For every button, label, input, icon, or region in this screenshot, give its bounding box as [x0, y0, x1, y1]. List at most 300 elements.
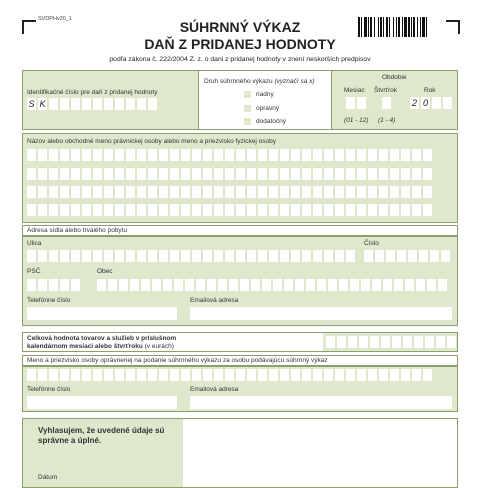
char-cell[interactable]	[27, 369, 36, 381]
authorized-name-cells[interactable]	[27, 369, 432, 381]
char-cell[interactable]	[104, 168, 113, 180]
char-cell[interactable]	[159, 204, 168, 216]
name-row-4[interactable]	[27, 204, 432, 216]
char-cell[interactable]	[148, 168, 157, 180]
char-cell[interactable]	[302, 204, 311, 216]
char-cell[interactable]	[181, 168, 190, 180]
char-cell[interactable]	[104, 250, 113, 262]
char-cell[interactable]	[401, 168, 410, 180]
char-cell[interactable]	[38, 149, 47, 161]
year-cell-2[interactable]: 0	[422, 98, 428, 108]
char-cell[interactable]	[335, 204, 344, 216]
char-cell[interactable]	[291, 369, 300, 381]
char-cell[interactable]	[207, 279, 216, 291]
char-cell[interactable]	[49, 149, 58, 161]
authorized-email-input[interactable]	[190, 396, 452, 409]
char-cell[interactable]	[335, 168, 344, 180]
char-cell[interactable]	[401, 149, 410, 161]
char-cell[interactable]	[38, 204, 47, 216]
ident-cell[interactable]	[126, 98, 135, 110]
char-cell[interactable]	[196, 279, 205, 291]
char-cell[interactable]	[148, 250, 157, 262]
email-input[interactable]	[190, 307, 452, 320]
char-cell[interactable]	[126, 186, 135, 198]
char-cell[interactable]	[423, 204, 432, 216]
char-cell[interactable]	[82, 149, 91, 161]
char-cell[interactable]	[313, 149, 322, 161]
char-cell[interactable]	[346, 204, 355, 216]
char-cell[interactable]	[159, 369, 168, 381]
char-cell[interactable]	[280, 250, 289, 262]
char-cell[interactable]	[236, 204, 245, 216]
char-cell[interactable]	[269, 186, 278, 198]
char-cell[interactable]	[346, 369, 355, 381]
phone-input[interactable]	[27, 307, 177, 320]
char-cell[interactable]	[225, 168, 234, 180]
char-cell[interactable]	[280, 186, 289, 198]
char-cell[interactable]	[130, 279, 139, 291]
char-cell[interactable]	[236, 369, 245, 381]
char-cell[interactable]	[137, 204, 146, 216]
char-cell[interactable]	[357, 149, 366, 161]
char-cell[interactable]	[60, 279, 69, 291]
char-cell[interactable]	[137, 250, 146, 262]
char-cell[interactable]	[324, 204, 333, 216]
report-type-checkbox-riadny[interactable]	[244, 91, 251, 98]
ident-cell[interactable]	[71, 98, 80, 110]
char-cell[interactable]	[368, 186, 377, 198]
char-cell[interactable]	[346, 168, 355, 180]
char-cell[interactable]	[346, 186, 355, 198]
char-cell[interactable]	[291, 250, 300, 262]
char-cell[interactable]	[236, 250, 245, 262]
char-cell[interactable]	[71, 279, 80, 291]
ident-cell-prefix-1[interactable]: S	[28, 99, 35, 109]
char-cell[interactable]	[412, 369, 421, 381]
char-cell[interactable]	[414, 336, 423, 348]
char-cell[interactable]	[71, 204, 80, 216]
year-cell-1[interactable]: 2	[411, 98, 417, 108]
char-cell[interactable]	[71, 250, 80, 262]
char-cell[interactable]	[192, 168, 201, 180]
name-row-1[interactable]	[27, 149, 432, 161]
char-cell[interactable]	[82, 186, 91, 198]
char-cell[interactable]	[423, 168, 432, 180]
char-cell[interactable]	[126, 149, 135, 161]
char-cell[interactable]	[71, 168, 80, 180]
quarter-cell[interactable]	[382, 97, 391, 109]
char-cell[interactable]	[203, 168, 212, 180]
char-cell[interactable]	[159, 250, 168, 262]
char-cell[interactable]	[148, 186, 157, 198]
authorized-phone-input[interactable]	[27, 396, 177, 409]
char-cell[interactable]	[38, 279, 47, 291]
char-cell[interactable]	[126, 204, 135, 216]
char-cell[interactable]	[383, 279, 392, 291]
char-cell[interactable]	[326, 336, 335, 348]
char-cell[interactable]	[423, 186, 432, 198]
char-cell[interactable]	[115, 250, 124, 262]
char-cell[interactable]	[313, 369, 322, 381]
char-cell[interactable]	[152, 279, 161, 291]
char-cell[interactable]	[258, 250, 267, 262]
char-cell[interactable]	[361, 279, 370, 291]
char-cell[interactable]	[247, 369, 256, 381]
char-cell[interactable]	[335, 250, 344, 262]
char-cell[interactable]	[273, 279, 282, 291]
char-cell[interactable]	[49, 168, 58, 180]
char-cell[interactable]	[115, 149, 124, 161]
char-cell[interactable]	[324, 186, 333, 198]
char-cell[interactable]	[214, 250, 223, 262]
month-cell[interactable]	[346, 97, 355, 109]
char-cell[interactable]	[317, 279, 326, 291]
char-cell[interactable]	[27, 149, 36, 161]
char-cell[interactable]	[359, 336, 368, 348]
char-cell[interactable]	[192, 204, 201, 216]
char-cell[interactable]	[412, 149, 421, 161]
char-cell[interactable]	[27, 279, 36, 291]
char-cell[interactable]	[247, 204, 256, 216]
char-cell[interactable]	[104, 186, 113, 198]
ident-cell[interactable]	[82, 98, 91, 110]
char-cell[interactable]	[218, 279, 227, 291]
char-cell[interactable]	[27, 250, 36, 262]
ident-cell[interactable]	[49, 98, 58, 110]
char-cell[interactable]	[423, 149, 432, 161]
char-cell[interactable]	[185, 279, 194, 291]
psc-cells[interactable]	[27, 279, 80, 291]
char-cell[interactable]	[203, 149, 212, 161]
char-cell[interactable]	[181, 369, 190, 381]
char-cell[interactable]	[214, 204, 223, 216]
char-cell[interactable]	[181, 149, 190, 161]
char-cell[interactable]	[181, 250, 190, 262]
char-cell[interactable]	[137, 168, 146, 180]
char-cell[interactable]	[137, 149, 146, 161]
char-cell[interactable]	[71, 186, 80, 198]
char-cell[interactable]	[379, 186, 388, 198]
char-cell[interactable]	[97, 279, 106, 291]
char-cell[interactable]	[115, 186, 124, 198]
char-cell[interactable]	[225, 250, 234, 262]
char-cell[interactable]	[170, 369, 179, 381]
char-cell[interactable]	[401, 204, 410, 216]
char-cell[interactable]	[159, 168, 168, 180]
char-cell[interactable]	[335, 186, 344, 198]
char-cell[interactable]	[115, 204, 124, 216]
char-cell[interactable]	[247, 186, 256, 198]
char-cell[interactable]	[93, 369, 102, 381]
char-cell[interactable]	[269, 250, 278, 262]
char-cell[interactable]	[214, 168, 223, 180]
char-cell[interactable]	[302, 369, 311, 381]
char-cell[interactable]	[284, 279, 293, 291]
char-cell[interactable]	[375, 250, 384, 262]
char-cell[interactable]	[390, 149, 399, 161]
char-cell[interactable]	[392, 336, 401, 348]
char-cell[interactable]	[93, 250, 102, 262]
char-cell[interactable]	[368, 168, 377, 180]
char-cell[interactable]	[192, 250, 201, 262]
char-cell[interactable]	[38, 369, 47, 381]
char-cell[interactable]	[412, 204, 421, 216]
char-cell[interactable]	[115, 369, 124, 381]
char-cell[interactable]	[247, 250, 256, 262]
char-cell[interactable]	[159, 186, 168, 198]
char-cell[interactable]	[170, 186, 179, 198]
char-cell[interactable]	[82, 168, 91, 180]
char-cell[interactable]	[447, 336, 456, 348]
char-cell[interactable]	[49, 279, 58, 291]
char-cell[interactable]	[291, 168, 300, 180]
char-cell[interactable]	[49, 186, 58, 198]
name-row-2[interactable]	[27, 168, 432, 180]
char-cell[interactable]	[93, 186, 102, 198]
char-cell[interactable]	[386, 250, 395, 262]
char-cell[interactable]	[357, 369, 366, 381]
report-type-checkbox-opravny[interactable]	[244, 105, 251, 112]
char-cell[interactable]	[364, 250, 373, 262]
char-cell[interactable]	[203, 250, 212, 262]
char-cell[interactable]	[291, 149, 300, 161]
char-cell[interactable]	[350, 279, 359, 291]
name-row-3[interactable]	[27, 186, 432, 198]
char-cell[interactable]	[108, 279, 117, 291]
char-cell[interactable]	[181, 186, 190, 198]
ident-cell[interactable]	[115, 98, 124, 110]
char-cell[interactable]	[236, 186, 245, 198]
char-cell[interactable]	[346, 250, 355, 262]
char-cell[interactable]	[174, 279, 183, 291]
char-cell[interactable]	[390, 186, 399, 198]
total-cells[interactable]	[326, 336, 456, 348]
street-cells[interactable]	[27, 250, 355, 262]
char-cell[interactable]	[137, 186, 146, 198]
char-cell[interactable]	[93, 204, 102, 216]
char-cell[interactable]	[247, 168, 256, 180]
char-cell[interactable]	[372, 279, 381, 291]
char-cell[interactable]	[346, 149, 355, 161]
char-cell[interactable]	[236, 168, 245, 180]
char-cell[interactable]	[170, 250, 179, 262]
char-cell[interactable]	[280, 149, 289, 161]
char-cell[interactable]	[203, 204, 212, 216]
char-cell[interactable]	[405, 279, 414, 291]
char-cell[interactable]	[390, 369, 399, 381]
char-cell[interactable]	[379, 168, 388, 180]
char-cell[interactable]	[192, 186, 201, 198]
char-cell[interactable]	[368, 149, 377, 161]
char-cell[interactable]	[240, 279, 249, 291]
year-cell[interactable]	[432, 97, 441, 109]
char-cell[interactable]	[280, 204, 289, 216]
char-cell[interactable]	[412, 168, 421, 180]
char-cell[interactable]	[203, 369, 212, 381]
ident-cell-prefix-2[interactable]: K	[39, 99, 46, 109]
char-cell[interactable]	[302, 149, 311, 161]
char-cell[interactable]	[328, 279, 337, 291]
char-cell[interactable]	[126, 168, 135, 180]
char-cell[interactable]	[71, 369, 80, 381]
char-cell[interactable]	[379, 369, 388, 381]
char-cell[interactable]	[192, 149, 201, 161]
char-cell[interactable]	[60, 149, 69, 161]
char-cell[interactable]	[163, 279, 172, 291]
char-cell[interactable]	[280, 369, 289, 381]
year-cell[interactable]	[443, 97, 452, 109]
char-cell[interactable]	[170, 149, 179, 161]
char-cell[interactable]	[379, 149, 388, 161]
char-cell[interactable]	[258, 168, 267, 180]
char-cell[interactable]	[38, 186, 47, 198]
char-cell[interactable]	[401, 369, 410, 381]
char-cell[interactable]	[324, 168, 333, 180]
char-cell[interactable]	[203, 186, 212, 198]
char-cell[interactable]	[269, 369, 278, 381]
char-cell[interactable]	[214, 149, 223, 161]
report-type-checkbox-dodatocny[interactable]	[244, 118, 251, 125]
char-cell[interactable]	[27, 186, 36, 198]
char-cell[interactable]	[148, 149, 157, 161]
char-cell[interactable]	[49, 250, 58, 262]
char-cell[interactable]	[348, 336, 357, 348]
number-cells[interactable]	[364, 250, 450, 262]
char-cell[interactable]	[60, 250, 69, 262]
char-cell[interactable]	[93, 149, 102, 161]
char-cell[interactable]	[335, 369, 344, 381]
char-cell[interactable]	[306, 279, 315, 291]
char-cell[interactable]	[295, 279, 304, 291]
char-cell[interactable]	[291, 186, 300, 198]
char-cell[interactable]	[214, 369, 223, 381]
char-cell[interactable]	[397, 250, 406, 262]
char-cell[interactable]	[104, 149, 113, 161]
char-cell[interactable]	[441, 250, 450, 262]
char-cell[interactable]	[430, 250, 439, 262]
char-cell[interactable]	[247, 149, 256, 161]
char-cell[interactable]	[60, 204, 69, 216]
char-cell[interactable]	[379, 204, 388, 216]
char-cell[interactable]	[438, 279, 447, 291]
char-cell[interactable]	[324, 149, 333, 161]
char-cell[interactable]	[412, 186, 421, 198]
char-cell[interactable]	[302, 168, 311, 180]
char-cell[interactable]	[401, 186, 410, 198]
char-cell[interactable]	[115, 168, 124, 180]
char-cell[interactable]	[416, 279, 425, 291]
char-cell[interactable]	[390, 204, 399, 216]
char-cell[interactable]	[119, 279, 128, 291]
char-cell[interactable]	[269, 149, 278, 161]
char-cell[interactable]	[403, 336, 412, 348]
char-cell[interactable]	[71, 149, 80, 161]
char-cell[interactable]	[225, 186, 234, 198]
char-cell[interactable]	[390, 168, 399, 180]
signature-box[interactable]	[183, 419, 457, 487]
char-cell[interactable]	[49, 204, 58, 216]
char-cell[interactable]	[313, 168, 322, 180]
char-cell[interactable]	[236, 149, 245, 161]
char-cell[interactable]	[335, 149, 344, 161]
char-cell[interactable]	[82, 369, 91, 381]
char-cell[interactable]	[258, 186, 267, 198]
char-cell[interactable]	[225, 204, 234, 216]
char-cell[interactable]	[104, 369, 113, 381]
char-cell[interactable]	[229, 279, 238, 291]
char-cell[interactable]	[337, 336, 346, 348]
char-cell[interactable]	[192, 369, 201, 381]
char-cell[interactable]	[269, 204, 278, 216]
char-cell[interactable]	[148, 369, 157, 381]
char-cell[interactable]	[368, 204, 377, 216]
char-cell[interactable]	[60, 186, 69, 198]
char-cell[interactable]	[148, 204, 157, 216]
char-cell[interactable]	[357, 204, 366, 216]
char-cell[interactable]	[104, 204, 113, 216]
char-cell[interactable]	[225, 369, 234, 381]
char-cell[interactable]	[313, 204, 322, 216]
char-cell[interactable]	[419, 250, 428, 262]
char-cell[interactable]	[427, 279, 436, 291]
char-cell[interactable]	[313, 186, 322, 198]
char-cell[interactable]	[170, 168, 179, 180]
char-cell[interactable]	[60, 369, 69, 381]
ident-cell[interactable]	[137, 98, 146, 110]
char-cell[interactable]	[251, 279, 260, 291]
char-cell[interactable]	[370, 336, 379, 348]
char-cell[interactable]	[269, 168, 278, 180]
char-cell[interactable]	[339, 279, 348, 291]
char-cell[interactable]	[425, 336, 434, 348]
char-cell[interactable]	[27, 168, 36, 180]
char-cell[interactable]	[357, 168, 366, 180]
char-cell[interactable]	[38, 168, 47, 180]
char-cell[interactable]	[225, 149, 234, 161]
char-cell[interactable]	[394, 279, 403, 291]
ident-cell[interactable]	[93, 98, 102, 110]
char-cell[interactable]	[313, 250, 322, 262]
char-cell[interactable]	[38, 250, 47, 262]
char-cell[interactable]	[258, 149, 267, 161]
char-cell[interactable]	[408, 250, 417, 262]
char-cell[interactable]	[436, 336, 445, 348]
char-cell[interactable]	[302, 250, 311, 262]
city-cells[interactable]	[97, 279, 447, 291]
char-cell[interactable]	[214, 186, 223, 198]
char-cell[interactable]	[159, 149, 168, 161]
char-cell[interactable]	[82, 250, 91, 262]
char-cell[interactable]	[141, 279, 150, 291]
char-cell[interactable]	[27, 204, 36, 216]
char-cell[interactable]	[302, 186, 311, 198]
month-cell[interactable]	[357, 97, 366, 109]
char-cell[interactable]	[262, 279, 271, 291]
char-cell[interactable]	[93, 168, 102, 180]
char-cell[interactable]	[170, 204, 179, 216]
char-cell[interactable]	[82, 204, 91, 216]
char-cell[interactable]	[280, 168, 289, 180]
char-cell[interactable]	[49, 369, 58, 381]
char-cell[interactable]	[258, 369, 267, 381]
char-cell[interactable]	[423, 369, 432, 381]
char-cell[interactable]	[368, 369, 377, 381]
char-cell[interactable]	[181, 204, 190, 216]
char-cell[interactable]	[381, 336, 390, 348]
ident-cell[interactable]	[148, 98, 157, 110]
char-cell[interactable]	[126, 250, 135, 262]
char-cell[interactable]	[324, 369, 333, 381]
